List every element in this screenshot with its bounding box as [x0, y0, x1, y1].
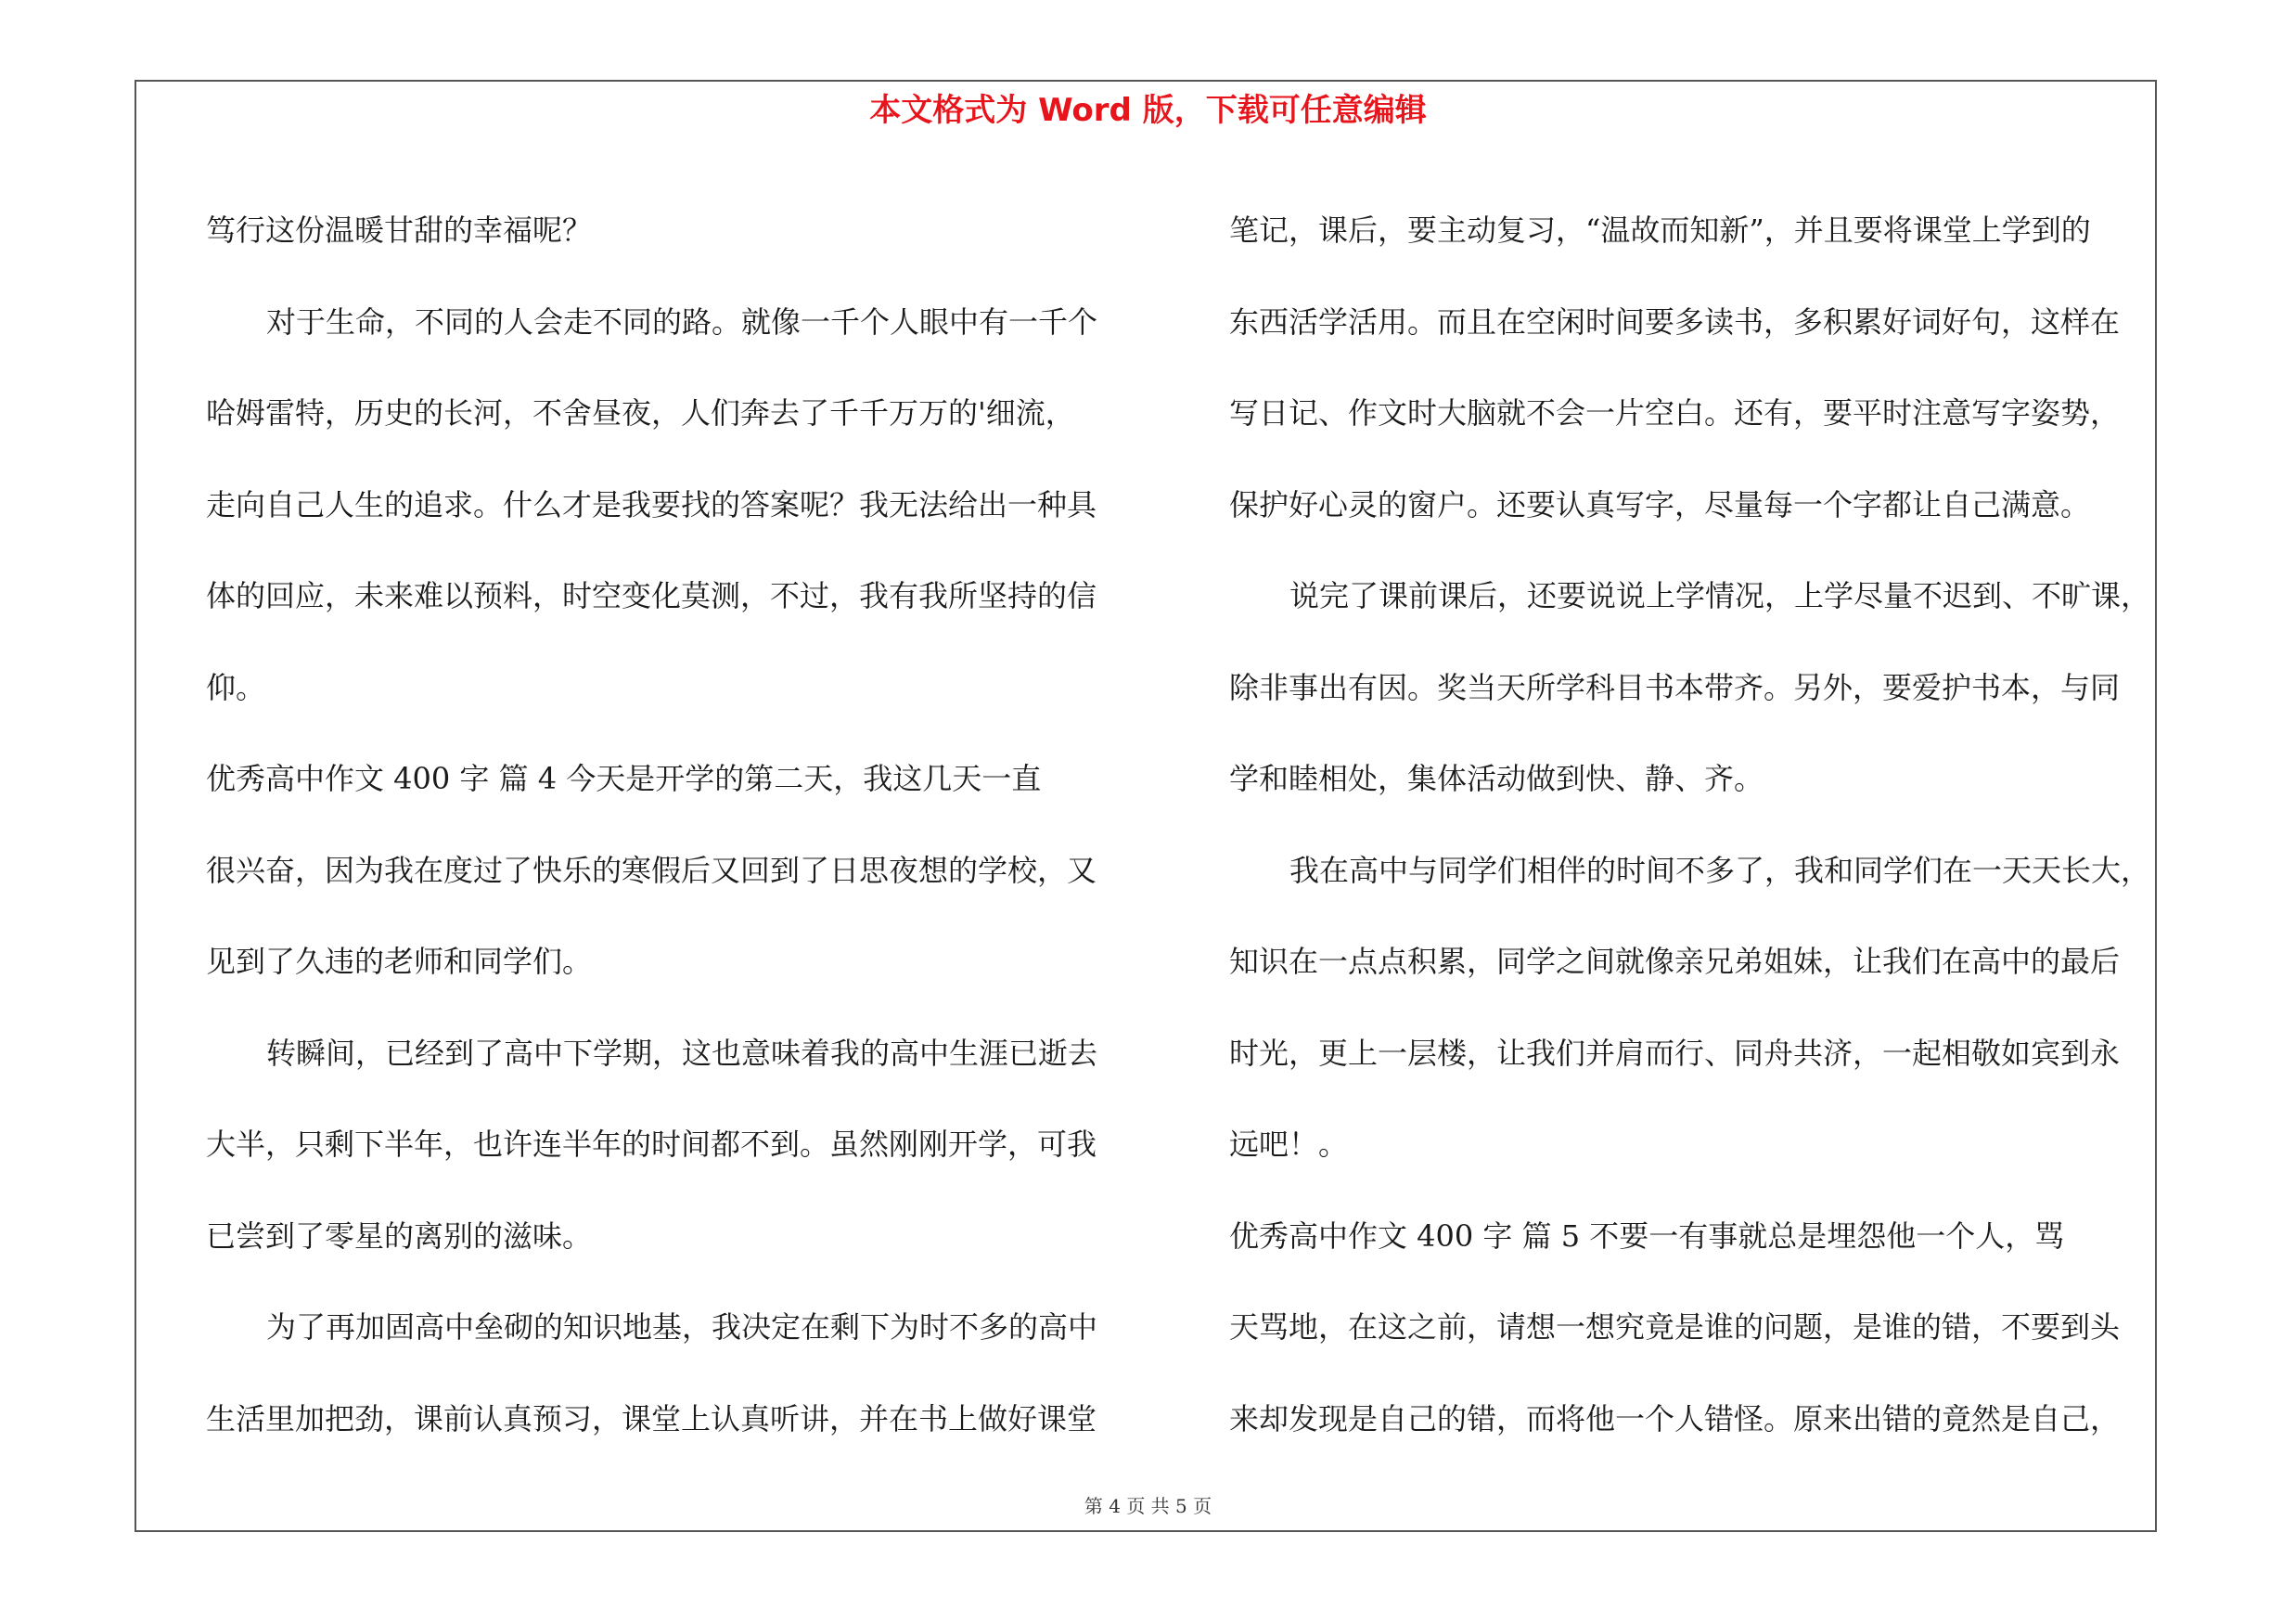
- left-text-column: [206, 185, 1152, 1465]
- text-line: 转瞬间，已经到了高中下学期，这也意味着我的高中生涯已逝去: [266, 1035, 1098, 1071]
- text-line: 很兴奋，因为我在度过了快乐的寒假后又回到了日思夜想的学校，又: [206, 852, 1097, 888]
- right-text-column: [1229, 185, 2171, 1465]
- text-line: 优秀高中作文 400 字 篇 4 今天是开学的第二天，我这几天一直: [206, 761, 1042, 796]
- text-line: 学和睦相处，集体活动做到快、静、齐。: [1229, 761, 1764, 796]
- text-line: 写日记、作文时大脑就不会一片空白。还有，要平时注意写字姿势，: [1229, 395, 2121, 431]
- text-line: 哈姆雷特，历史的长河，不舍昼夜，人们奔去了千千万万的'细流，: [206, 395, 1075, 431]
- text-line: 保护好心灵的窗户。还要认真写字，尽量每一个字都让自己满意。: [1229, 486, 2091, 522]
- text-line: 见到了久违的老师和同学们。: [206, 944, 593, 979]
- text-line: 远吧！。: [1229, 1127, 1349, 1162]
- text-line: 对于生命，不同的人会走不同的路。就像一千个人眼中有一千个: [266, 303, 1098, 340]
- text-line: 走向自己人生的追求。什么才是我要找的答案呢？我无法给出一种具: [206, 486, 1097, 522]
- text-line: 仰。: [206, 669, 266, 705]
- text-line: 除非事出有因。奖当天所学科目书本带齐。另外，要爱护书本，与同: [1229, 669, 2121, 705]
- format-banner: 本文格式为 Word 版，下载可任意编辑: [869, 92, 1427, 129]
- text-line: 笔记，课后，要主动复习，“温故而知新”，并且要将课堂上学到的: [1229, 213, 2091, 248]
- text-line: 体的回应，未来难以预料，时空变化莫测，不过，我有我所坚持的信: [206, 578, 1097, 613]
- text-line: 大半，只剩下半年，也许连半年的时间都不到。虽然刚刚开学，可我: [206, 1127, 1097, 1162]
- text-line: 我在高中与同学们相伴的时间不多了，我和同学们在一天天长大，: [1289, 852, 2151, 888]
- text-line: 说完了课前课后，还要说说上学情况，上学尽量不迟到、不旷课，: [1289, 578, 2151, 613]
- page-footer: 第 4 页 共 5 页: [1084, 1495, 1212, 1517]
- text-line: 优秀高中作文 400 字 篇 5 不要一有事就总是埋怨他一个人，骂: [1229, 1217, 2065, 1254]
- text-line: 来却发现是自己的错，而将他一个人错怪。原来出错的竟然是自己，: [1229, 1400, 2121, 1436]
- text-line: 天骂地，在这之前，请想一想究竟是谁的问题，是谁的错，不要到头: [1229, 1309, 2121, 1345]
- text-line: 东西活学活用。而且在空闲时间要多读书，多积累好词好句，这样在: [1229, 303, 2121, 340]
- text-line: 笃行这份温暖甘甜的幸福呢？: [206, 213, 593, 248]
- text-line: 时光，更上一层楼，让我们并肩而行、同舟共济，一起相敬如宾到永: [1229, 1035, 2121, 1071]
- text-line: 已尝到了零星的离别的滋味。: [206, 1217, 593, 1254]
- text-line: 为了再加固高中垒砌的知识地基，我决定在剩下为时不多的高中: [266, 1309, 1098, 1345]
- text-line: 生活里加把劲，课前认真预习，课堂上认真听讲，并在书上做好课堂: [206, 1400, 1097, 1436]
- text-line: 知识在一点点积累，同学之间就像亲兄弟姐妹，让我们在高中的最后: [1229, 944, 2121, 979]
